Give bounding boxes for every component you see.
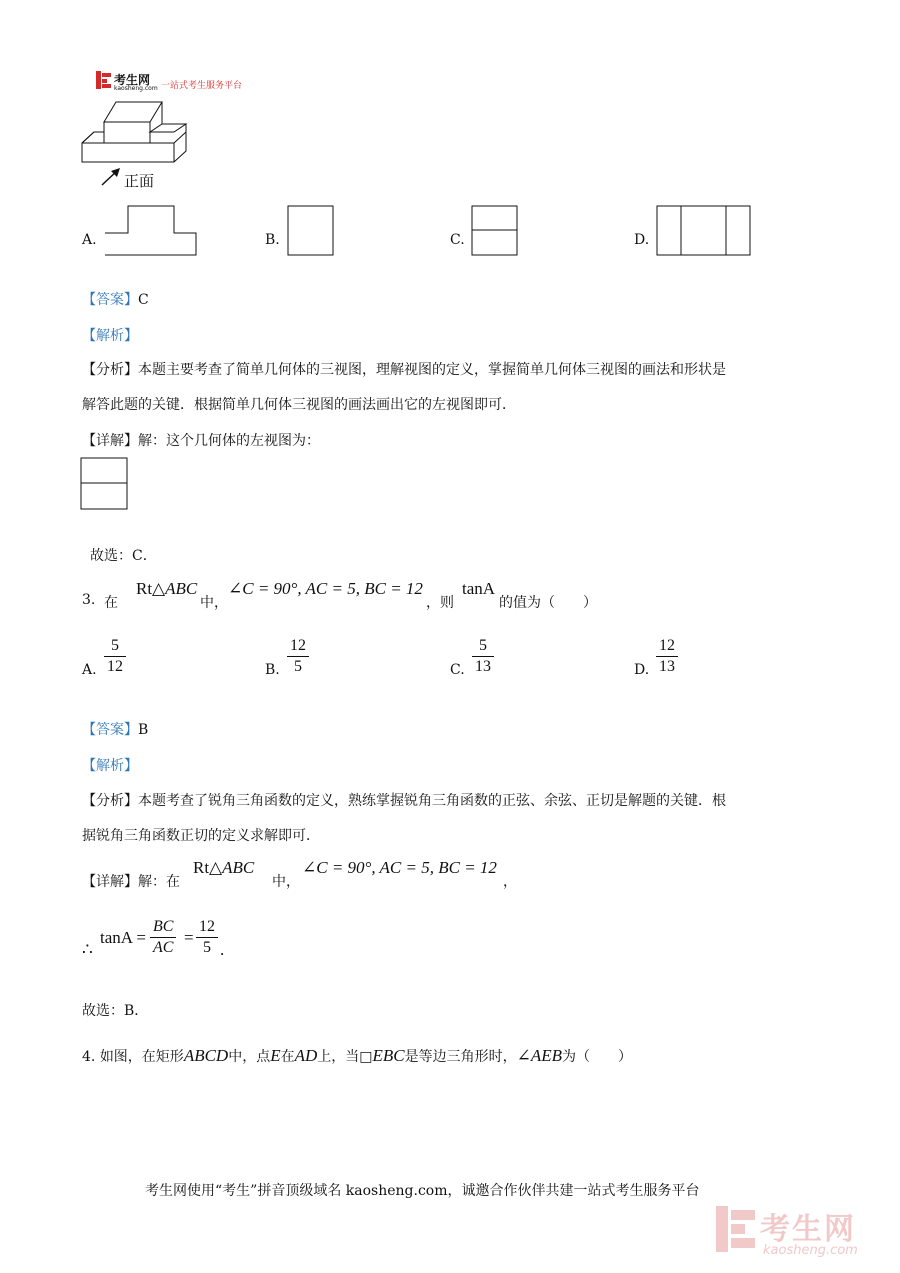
q3-stem-ze: ，则 [426, 595, 454, 611]
q4-ad: AD [294, 1046, 318, 1065]
tan-fraction-2: $\frac{12}{5}$ [196, 917, 218, 958]
q3-option-c-fraction: $\frac{5}{13}$ [472, 636, 494, 677]
q2-answer: C [138, 292, 149, 308]
q3-stem-zhong: 中， [200, 595, 228, 611]
q3-option-a-label: A. [82, 662, 97, 678]
q4-p2: 中，点 [228, 1049, 271, 1065]
q3-answer: B [138, 722, 149, 738]
q2-xiangjie-tag: 【详解】 [82, 433, 138, 449]
tan-fraction-1: $\frac{BC}{AC}$ [150, 917, 176, 958]
q2-fenxi-tag: 【分析】 [82, 362, 138, 378]
q3-fenxi-line1: 本题考查了锐角三角函数的定义，熟练掌握锐角三角函数的正弦、余弦、正切是解题的关键．根 [138, 793, 726, 809]
q2-fenxi-line2: 解答此题的关键．根据简单几何体三视图的画法画出它的左视图即可． [82, 397, 516, 413]
front-arrow-icon [100, 167, 122, 187]
q3-stem-zai: 在 [104, 595, 118, 611]
q3-option-c-label: C. [450, 662, 465, 678]
front-label: 正面 [124, 172, 155, 190]
q3-fenxi-tag: 【分析】 [82, 793, 138, 809]
q3-conclusion: 故选：B． [82, 1003, 149, 1019]
logo-domain: kaosheng.com [114, 85, 158, 92]
q3-xiangjie-zhong: 中， [272, 874, 300, 890]
q3-answer-tag: 【答案】 [82, 722, 138, 738]
q2-fenxi-line1: 本题主要考查了简单几何体的三视图，理解视图的定义，掌握简单几何体三视图的画法和形状是 [138, 362, 726, 378]
option-b-figure [287, 205, 335, 257]
option-d-label: D. [634, 232, 650, 248]
q3-option-d-label: D. [634, 662, 650, 678]
q4-ebc: EBC [372, 1046, 405, 1065]
q4-e: E [270, 1046, 281, 1065]
watermark-domain: kaosheng.com [763, 1243, 858, 1258]
q3-condition: ∠C = 90°, AC = 5, BC = 12 [228, 579, 423, 598]
q3-xiangjie-rt: Rt△ [193, 858, 223, 877]
q3-number: 3. [82, 592, 96, 608]
q3-abc: ABC [165, 579, 198, 598]
q2-analysis-tag: 【解析】 [82, 328, 138, 344]
q2-conclusion: 故选：C． [90, 548, 157, 564]
q4-p1: 如图，在矩形 [99, 1049, 184, 1065]
q3-tan-a: tanA [462, 579, 496, 598]
q3-fenxi-line2: 据锐角三角函数正切的定义求解即可． [82, 828, 320, 844]
q3-xiangjie-tag: 【详解】 [82, 874, 138, 890]
left-view-figure [80, 457, 130, 511]
option-a-figure [104, 205, 198, 257]
logo-slogan: 一站式考生服务平台 [161, 81, 243, 91]
q2-answer-tag: 【答案】 [82, 292, 138, 308]
q3-option-d-fraction: $\frac{12}{13}$ [656, 636, 678, 677]
q4-aeb: ∠AEB [516, 1046, 563, 1065]
q3-xiangjie-prefix: 解：在 [138, 874, 180, 890]
solid-figure [80, 96, 195, 166]
footer-text: 考生网使用“考生”拼音顶级域名 kaosheng.com，诚邀合作伙伴共建一站式考生服务平台 [145, 1183, 700, 1199]
option-c-figure [471, 205, 519, 257]
logo-mark-icon [96, 71, 112, 89]
logo-brand: 考生网 [114, 73, 151, 87]
q3-xiangjie-condition: ∠C = 90°, AC = 5, BC = 12 [302, 858, 497, 877]
q4-p5: 是等边三角形时， [404, 1049, 517, 1065]
therefore-symbol: ∴ [82, 940, 93, 959]
q3-option-b-label: B. [265, 662, 280, 678]
q4-p3: 在 [280, 1049, 295, 1065]
option-c-label: C. [450, 232, 465, 248]
tan-equals: = [184, 928, 194, 947]
q3-stem-tail: 的值为（ ） [499, 595, 597, 611]
q3-xiangjie-abc: ABC [222, 858, 255, 877]
q3-xiangjie-comma: ， [503, 874, 517, 890]
q4-abcd: ABCD [183, 1046, 229, 1065]
q4-p4: 上，当 [317, 1049, 360, 1065]
q3-option-a-fraction: $\frac{5}{12}$ [104, 636, 126, 677]
tan-expression: tanA = [100, 928, 146, 947]
option-d-figure [656, 205, 752, 257]
q2-xiangjie-text: 解：这个几何体的左视图为： [138, 433, 320, 449]
q3-option-b-fraction: $\frac{12}{5}$ [287, 636, 309, 677]
tan-period: . [220, 940, 225, 959]
watermark-brand: 考生网 [760, 1212, 856, 1247]
watermark-logo-icon [716, 1206, 756, 1252]
q3-analysis-tag: 【解析】 [82, 758, 138, 774]
q4-number: 4. [82, 1049, 96, 1065]
option-a-label: A. [82, 232, 97, 248]
option-b-label: B. [265, 232, 280, 248]
q4-box: □ [359, 1049, 373, 1065]
q4-p6: 为（ ） [562, 1049, 633, 1065]
q3-rt-symbol: Rt△ [136, 579, 166, 598]
